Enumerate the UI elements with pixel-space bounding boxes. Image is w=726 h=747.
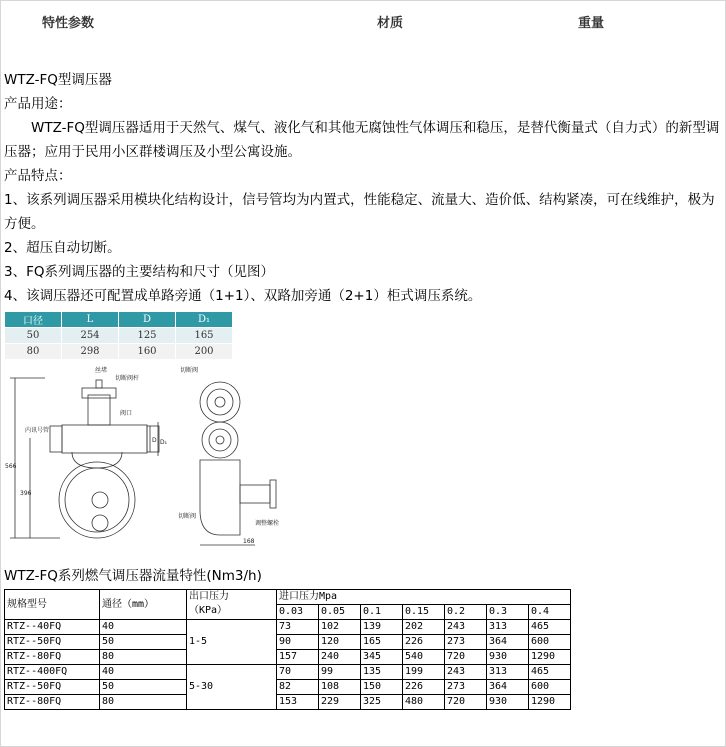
dim-cell: 254 (62, 328, 119, 344)
flow-title: WTZ-FQ系列燃气调压器流量特性(Nm3/h) (4, 568, 262, 584)
flow-value: 313 (487, 665, 529, 680)
flow-inlet-pressure: 0.2 (445, 605, 487, 620)
flow-value: 102 (319, 620, 361, 635)
dim-cell: 80 (5, 344, 62, 360)
flow-value: 82 (277, 680, 319, 695)
flow-value: 313 (487, 620, 529, 635)
flow-value: 540 (403, 650, 445, 665)
flow-outlet: 5-30 (187, 665, 277, 710)
flow-header-outlet-b: （KPa） (189, 605, 228, 616)
label-dim-d1: D₁ (160, 439, 168, 446)
flow-value: 345 (361, 650, 403, 665)
label-dim-566: 566 (5, 463, 17, 470)
flow-value: 226 (403, 635, 445, 650)
usage-text: WTZ-FQ型调压器适用于天然气、煤气、液化气和其他无腐蚀性气体调压和稳压，是替代衡量式（自力式）的新型调压器；应用于民用小区群楼调压及小型公寓设施。 (4, 120, 720, 160)
flow-value: 70 (277, 665, 319, 680)
flow-diameter: 40 (100, 665, 187, 680)
header-material: 材质 (377, 16, 404, 31)
flow-table (4, 589, 571, 710)
dim-cell: 165 (176, 328, 233, 344)
dim-header: L (62, 312, 119, 328)
dim-header: D₁ (176, 312, 233, 328)
dimension-table (4, 311, 233, 360)
table-row (5, 695, 571, 710)
flow-diameter: 50 (100, 635, 187, 650)
flow-value: 465 (529, 665, 571, 680)
label-dim-168: 168 (243, 538, 255, 545)
flow-value: 600 (529, 680, 571, 695)
flow-value: 273 (445, 680, 487, 695)
flow-value: 240 (319, 650, 361, 665)
front-view (50, 380, 159, 538)
flow-header-outlet (187, 590, 277, 620)
label-cutoff-valve: 切断阀 (180, 367, 199, 374)
flow-value: 600 (529, 635, 571, 650)
label-dim-396: 396 (20, 490, 32, 497)
flow-model: RTZ--50FQ (5, 635, 100, 650)
flow-diameter: 40 (100, 620, 187, 635)
flow-inlet-pressure: 0.3 (487, 605, 529, 620)
dim-cell: 298 (62, 344, 119, 360)
flow-value: 1290 (529, 650, 571, 665)
flow-header-diameter: 通径（mm） (100, 590, 187, 620)
flow-value: 1290 (529, 695, 571, 710)
flow-header-outlet-a: 出口压力 (189, 591, 229, 602)
dim-cell: 50 (5, 328, 62, 344)
flow-value: 150 (361, 680, 403, 695)
feature-2: 2、超压自动切断。 (4, 240, 121, 256)
table-row (5, 650, 571, 665)
flow-value: 325 (361, 695, 403, 710)
regulator-drawing (0, 360, 300, 560)
flow-value: 930 (487, 695, 529, 710)
table-row (5, 665, 571, 680)
flow-value: 720 (445, 695, 487, 710)
label-adjust-screw: 调整螺栓 (255, 520, 280, 527)
flow-value: 90 (277, 635, 319, 650)
flow-model: RTZ--50FQ (5, 680, 100, 695)
flow-value: 229 (319, 695, 361, 710)
flow-value: 243 (445, 665, 487, 680)
flow-outlet: 1-5 (187, 620, 277, 665)
flow-value: 480 (403, 695, 445, 710)
flow-model: RTZ--80FQ (5, 650, 100, 665)
label-inner-signal: 内讯号管 (25, 427, 50, 434)
flow-value: 165 (361, 635, 403, 650)
flow-value: 157 (277, 650, 319, 665)
header-weight: 重量 (578, 16, 605, 31)
label-dim-d: D (152, 437, 157, 444)
flow-diameter: 50 (100, 680, 187, 695)
dim-cell: 125 (119, 328, 176, 344)
flow-header-model: 规格型号 (5, 590, 100, 620)
flow-diameter: 80 (100, 650, 187, 665)
flow-inlet-pressure: 0.4 (529, 605, 571, 620)
label-valve-port: 阀口 (120, 410, 133, 417)
flow-value: 720 (445, 650, 487, 665)
dim-cell: 200 (176, 344, 233, 360)
flow-value: 139 (361, 620, 403, 635)
product-title: WTZ-FQ型调压器 (4, 72, 112, 88)
label-cutoff-rod: 切断阀杆 (115, 375, 140, 382)
flow-model: RTZ--400FQ (5, 665, 100, 680)
feature-3: 3、FQ系列调压器的主要结构和尺寸（见图） (4, 264, 274, 280)
label-cutoff-valve-bottom: 切断阀 (178, 513, 197, 520)
table-row (5, 680, 571, 695)
flow-inlet-pressure: 0.15 (403, 605, 445, 620)
dim-header: D (119, 312, 176, 328)
flow-value: 930 (487, 650, 529, 665)
dim-header: 口径 (5, 312, 62, 328)
flow-value: 108 (319, 680, 361, 695)
flow-value: 364 (487, 680, 529, 695)
flow-inlet-pressure: 0.03 (277, 605, 319, 620)
flow-inlet-pressure: 0.1 (361, 605, 403, 620)
flow-value: 273 (445, 635, 487, 650)
flow-inlet-pressure: 0.05 (319, 605, 361, 620)
flow-value: 135 (361, 665, 403, 680)
flow-value: 243 (445, 620, 487, 635)
feature-4: 4、该调压器还可配置成单路旁通（1+1）、双路加旁通（2+1）柜式调压系统。 (4, 288, 482, 304)
dimension-lines (10, 378, 158, 538)
header-spec: 特性参数 (42, 16, 95, 31)
flow-value: 364 (487, 635, 529, 650)
flow-value: 120 (319, 635, 361, 650)
label-wire: 丝堵 (95, 367, 108, 374)
flow-value: 465 (529, 620, 571, 635)
flow-model: RTZ--40FQ (5, 620, 100, 635)
features-heading: 产品特点： (4, 168, 72, 184)
flow-header-inlet: 进口压力Mpa (277, 590, 571, 605)
flow-value: 199 (403, 665, 445, 680)
flow-diameter: 80 (100, 695, 187, 710)
flow-model: RTZ--80FQ (5, 695, 100, 710)
feature-1: 1、该系列调压器采用模块化结构设计，信号管均为内置式，性能稳定、流量大、造价低、结构紧凑，可在线维护，极为方便。 (4, 192, 715, 232)
table-row (5, 635, 571, 650)
flow-value: 202 (403, 620, 445, 635)
flow-value: 226 (403, 680, 445, 695)
flow-value: 99 (319, 665, 361, 680)
dim-cell: 160 (119, 344, 176, 360)
flow-value: 153 (277, 695, 319, 710)
flow-value: 73 (277, 620, 319, 635)
usage-heading: 产品用途： (4, 96, 72, 112)
table-row (5, 620, 571, 635)
